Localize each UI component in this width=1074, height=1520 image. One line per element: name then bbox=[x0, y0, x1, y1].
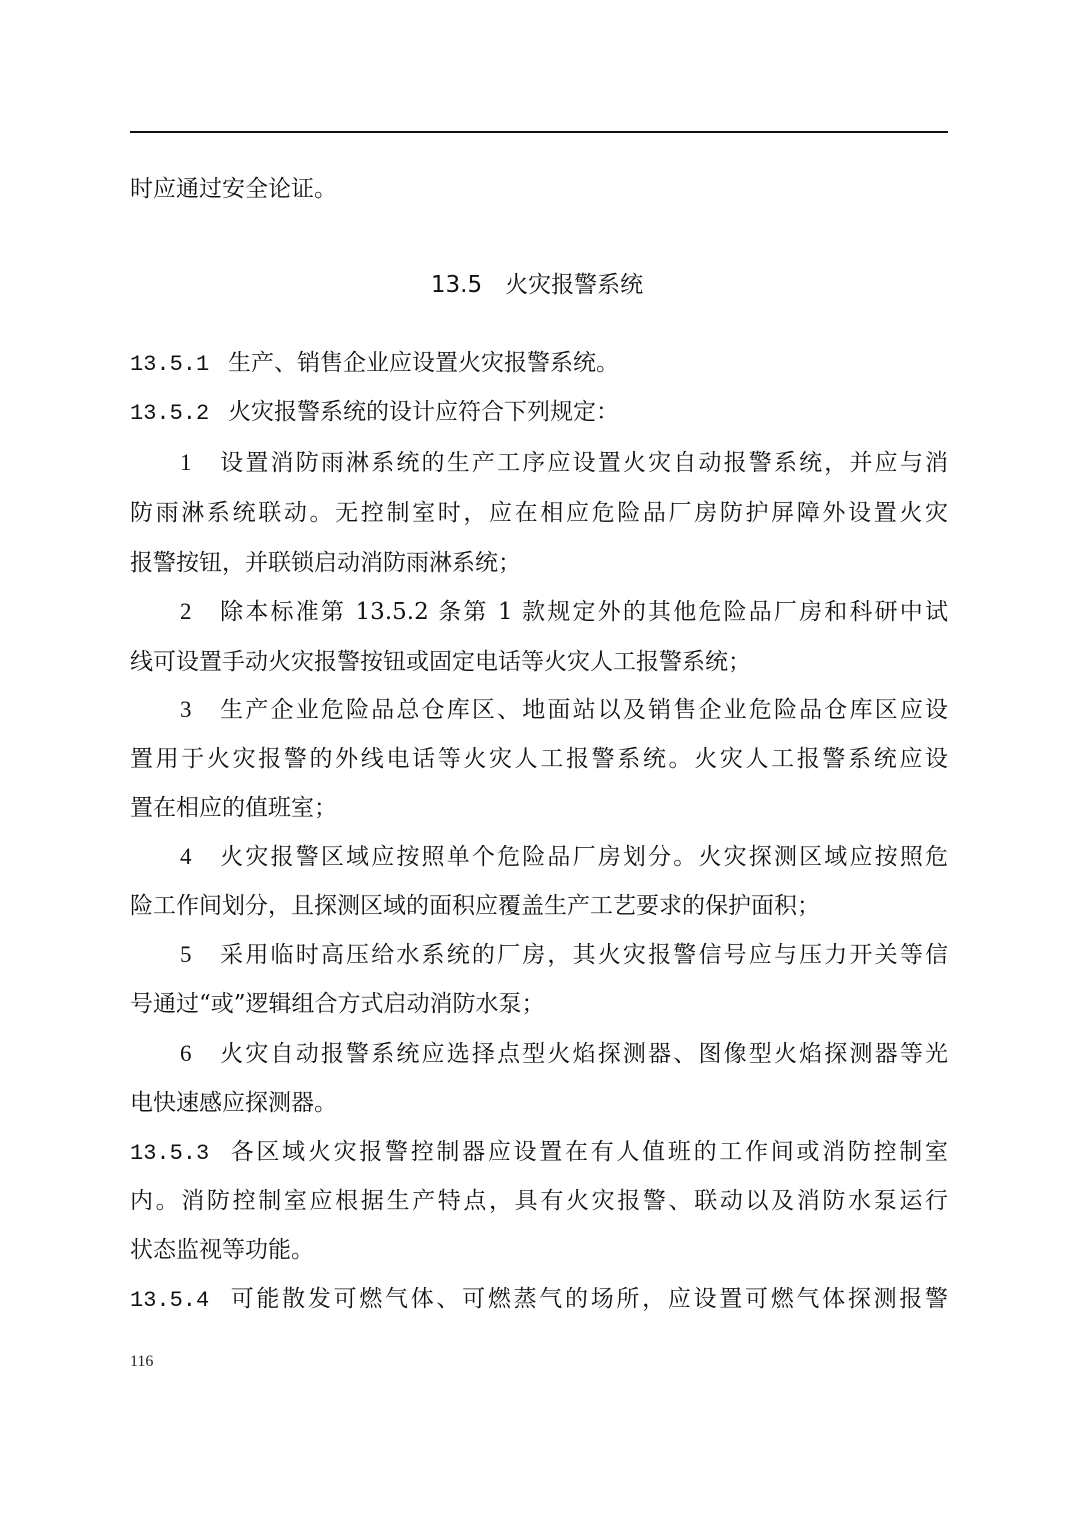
item-number: 5 bbox=[180, 942, 192, 967]
item-number: 3 bbox=[180, 697, 192, 722]
item-1-line-1 bbox=[180, 448, 948, 478]
item-6-line-1 bbox=[180, 1039, 948, 1069]
clause-number: 13.5.3 bbox=[130, 1141, 210, 1166]
clause-13-5-2 bbox=[130, 397, 948, 427]
item-text: 生产企业危险品总仓库区、地面站以及销售企业危险品仓库区应设 bbox=[218, 697, 948, 723]
item-2-line-1 bbox=[180, 597, 948, 627]
item-5-line-1 bbox=[180, 940, 948, 970]
item-6-line-2: 电快速感应探测器。 bbox=[130, 1090, 337, 1116]
continuation-line bbox=[130, 174, 948, 204]
item-text: 火灾自动报警系统应选择点型火焰探测器、图像型火焰探测器等光 bbox=[218, 1041, 948, 1067]
header-rule bbox=[130, 131, 948, 133]
clause-text: 可能散发可燃气体、可燃蒸气的场所，应设置可燃气体探测报警 bbox=[228, 1286, 948, 1312]
item-4-line-2: 险工作间划分，且探测区域的面积应覆盖生产工艺要求的保护面积； bbox=[130, 893, 820, 919]
item-number: 1 bbox=[180, 450, 192, 475]
clause-number: 13.5.2 bbox=[130, 401, 210, 426]
item-text: 除本标准第 13.5.2 条第 1 款规定外的其他危险品厂房和科研中试 bbox=[218, 599, 948, 625]
item-4-line-1 bbox=[180, 842, 948, 872]
clause-13-5-3-line-2: 内。消防控制室应根据生产特点，具有火灾报警、联动以及消防水泵运行 bbox=[130, 1188, 948, 1214]
item-number: 2 bbox=[180, 599, 192, 624]
item-number: 6 bbox=[180, 1041, 192, 1066]
continuation-text: 时应通过安全论证。 bbox=[130, 176, 337, 202]
page-number: 116 bbox=[130, 1353, 154, 1370]
item-3-line-1 bbox=[180, 695, 948, 725]
clause-13-5-3-line-1 bbox=[130, 1137, 948, 1167]
item-5-line-2: 号通过“或”逻辑组合方式启动消防水泵； bbox=[130, 991, 545, 1017]
item-text: 设置消防雨淋系统的生产工序应设置火灾自动报警系统，并应与消 bbox=[218, 450, 948, 476]
item-number: 4 bbox=[180, 844, 192, 869]
clause-text: 生产、销售企业应设置火灾报警系统。 bbox=[228, 350, 619, 376]
clause-text: 各区域火灾报警控制器应设置在有人值班的工作间或消防控制室 bbox=[228, 1139, 948, 1165]
item-text: 火灾报警区域应按照单个危险品厂房划分。火灾探测区域应按照危 bbox=[218, 844, 948, 870]
clause-13-5-4-line-1 bbox=[130, 1284, 948, 1314]
clause-13-5-3-line-3: 状态监视等功能。 bbox=[130, 1237, 314, 1263]
item-text: 采用临时高压给水系统的厂房，其火灾报警信号应与压力开关等信 bbox=[218, 942, 948, 968]
item-2-line-2: 线可设置手动火灾报警按钮或固定电话等火灾人工报警系统； bbox=[130, 649, 751, 675]
clause-13-5-1 bbox=[130, 348, 948, 378]
item-1-line-3: 报警按钮，并联锁启动消防雨淋系统； bbox=[130, 550, 521, 576]
item-3-line-2: 置用于火灾报警的外线电话等火灾人工报警系统。火灾人工报警系统应设 bbox=[130, 746, 948, 772]
clause-text: 火灾报警系统的设计应符合下列规定： bbox=[228, 399, 619, 425]
section-title: 13.5 火灾报警系统 bbox=[430, 272, 644, 298]
clause-number: 13.5.1 bbox=[130, 352, 210, 377]
clause-number: 13.5.4 bbox=[130, 1288, 210, 1313]
item-3-line-3: 置在相应的值班室； bbox=[130, 795, 337, 821]
item-1-line-2: 防雨淋系统联动。无控制室时，应在相应危险品厂房防护屏障外设置火灾 bbox=[130, 500, 948, 526]
